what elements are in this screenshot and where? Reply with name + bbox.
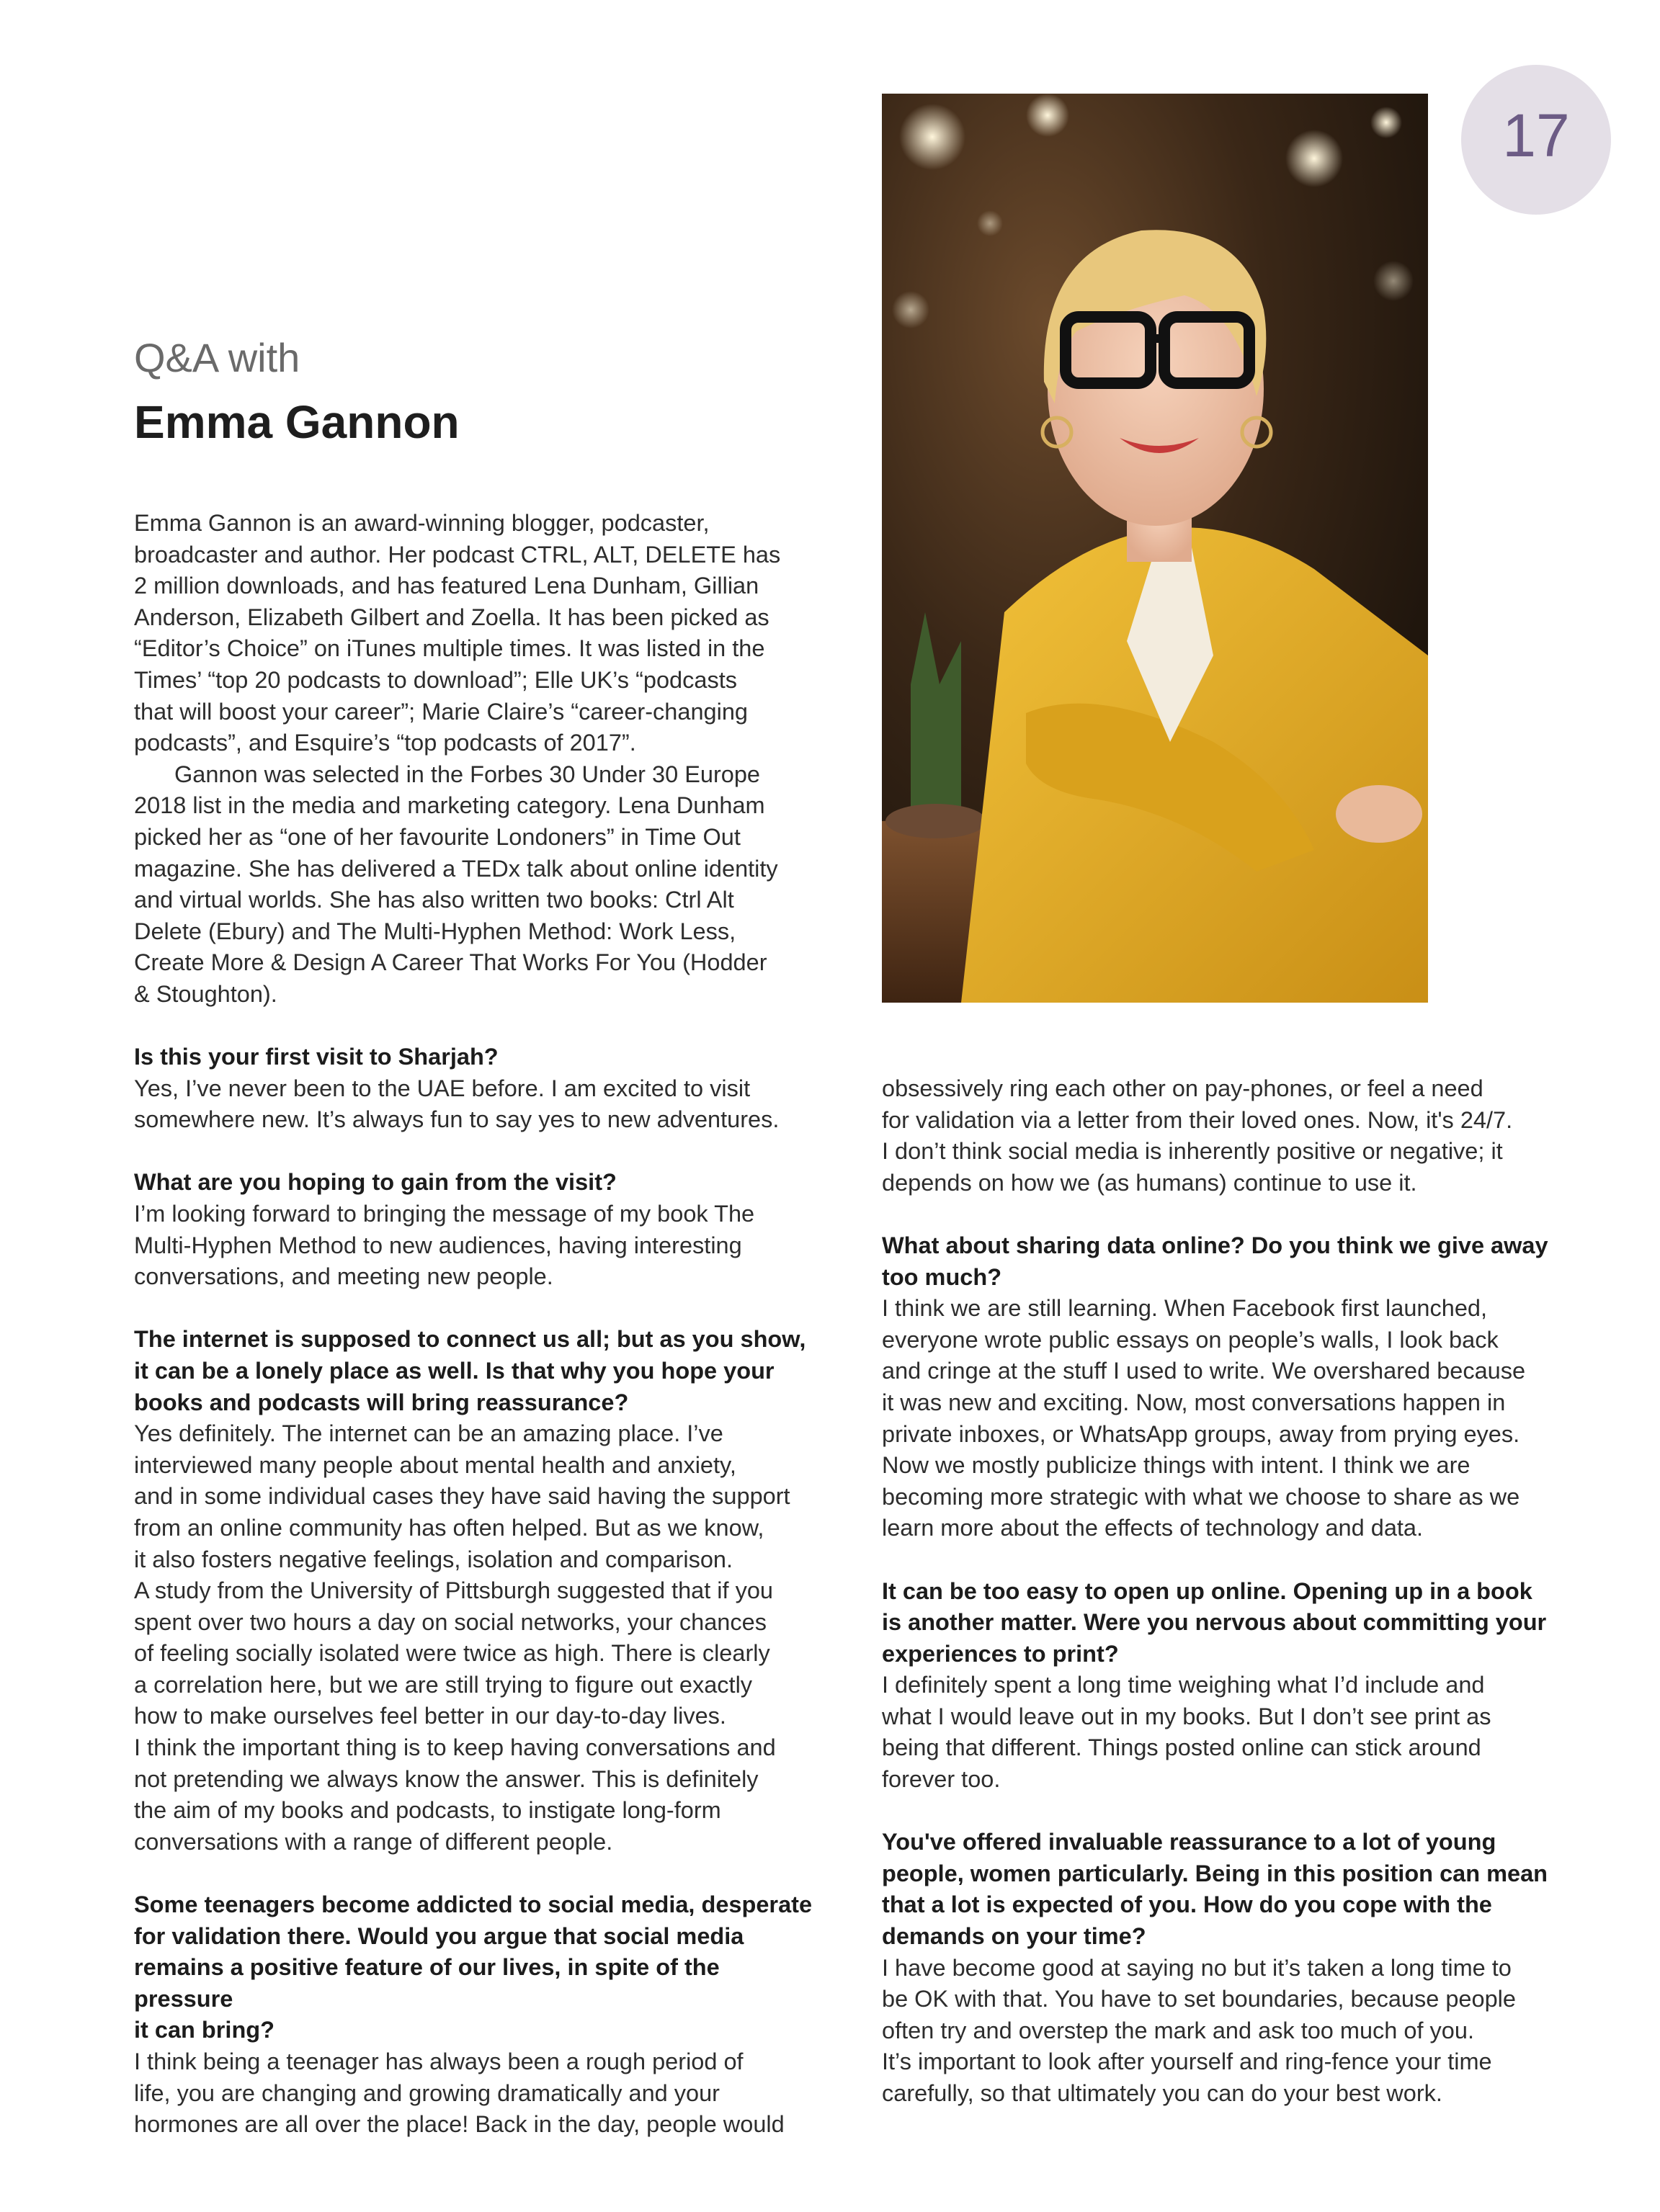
question-line: Is this your first visit to Sharjah?	[134, 1044, 499, 1070]
answer-line: I don’t think social media is inherently positive or negative; it	[882, 1138, 1503, 1165]
question-line: remains a positive feature of our lives, in spite of the pressure	[134, 1954, 720, 2012]
answer-line: the aim of my books and podcasts, to instigate long-form	[134, 1797, 721, 1824]
bio-section	[134, 508, 818, 1011]
question	[134, 1324, 818, 1418]
answer-line: of feeling socially isolated were twice as high. There is clearly	[134, 1640, 770, 1667]
question-line: You've offered invaluable reassurance to a lot of young	[882, 1829, 1496, 1855]
question-line: books and podcasts will bring reassurance?	[134, 1389, 629, 1415]
answer	[134, 1418, 818, 1858]
answer	[134, 1199, 818, 1293]
bio-line: Times’ “top 20 podcasts to download”; Elle UK’s “podcasts	[134, 666, 737, 693]
bio-line: magazine. She has delivered a TEDx talk about online identity	[134, 855, 778, 882]
question	[882, 1230, 1574, 1293]
answer-line: for validation via a letter from their loved ones. Now, it's 24/7.	[882, 1106, 1513, 1133]
answer-line: not pretending we always know the answer. This is definitely	[134, 1765, 759, 1792]
bio-line: Delete (Ebury) and The Multi-Hyphen Method: Work Less,	[134, 918, 736, 944]
question-line: The internet is supposed to connect us all; but as you show,	[134, 1326, 806, 1353]
answer	[134, 1073, 818, 1136]
answer-line: hormones are all over the place! Back in the day, people would	[134, 2111, 785, 2138]
qa-column-right	[882, 1073, 1574, 2110]
answer-line: I definitely spent a long time weighing what I’d include and	[882, 1672, 1485, 1698]
answer	[882, 1953, 1574, 2110]
answer-line: depends on how we (as humans) continue to use it.	[882, 1169, 1417, 1196]
question-line: that a lot is expected of you. How do you cope with the	[882, 1891, 1492, 1918]
bio-line: Emma Gannon is an award-winning blogger, podcaster,	[134, 510, 710, 536]
answer-line: spent over two hours a day on social networks, your chances	[134, 1608, 767, 1635]
answer-line: conversations with a range of different people.	[134, 1828, 613, 1855]
bio-line: Anderson, Elizabeth Gilbert and Zoella. It has been picked as	[134, 604, 769, 630]
answer-line: interviewed many people about mental health and anxiety,	[134, 1451, 736, 1478]
answer-line: from an online community has often helped. But as we know,	[134, 1514, 764, 1541]
answer-line: a correlation here, but we are still trying to figure out exactly	[134, 1671, 753, 1698]
question	[134, 1889, 818, 2046]
question	[882, 1576, 1574, 1670]
answer-line: A study from the University of Pittsburgh suggested that if you	[134, 1577, 773, 1604]
answer-line: often try and overstep the mark and ask too much of you.	[882, 2017, 1474, 2043]
portrait-illustration	[882, 94, 1428, 1003]
answer-line: private inboxes, or WhatsApp groups, away from prying eyes.	[882, 1420, 1520, 1447]
question-line: What about sharing data online? Do you think we give away	[882, 1232, 1548, 1258]
answer-line: and cringe at the stuff I used to write. We overshared because	[882, 1358, 1526, 1384]
bio-paragraph-2	[134, 759, 818, 1011]
bio-line: Create More & Design A Career That Works For You (Hodder	[134, 949, 767, 976]
answer-line: life, you are changing and growing dramatically and your	[134, 2079, 720, 2106]
answer	[134, 2046, 818, 2141]
question	[134, 1042, 818, 1073]
question-line: people, women particularly. Being in this position can mean	[882, 1860, 1548, 1886]
question	[134, 1167, 818, 1199]
question-line: it can bring?	[134, 2017, 275, 2043]
page-number: 17	[1502, 102, 1570, 169]
portrait-photo	[882, 94, 1428, 1003]
page-number-badge	[1461, 65, 1611, 215]
answer-line: I think the important thing is to keep having conversations and	[134, 1734, 776, 1761]
answer	[882, 1670, 1574, 1795]
answer-line: conversations, and meeting new people.	[134, 1263, 553, 1290]
bio-line: & Stoughton).	[134, 980, 277, 1007]
heading-name: Emma Gannon	[134, 396, 460, 448]
question-line: What are you hoping to gain from the visit?	[134, 1169, 617, 1196]
answer-line: Yes definitely. The internet can be an amazing place. I’ve	[134, 1420, 723, 1447]
bio-line: 2018 list in the media and marketing category. Lena Dunham	[134, 792, 765, 819]
question-line: demands on your time?	[882, 1923, 1146, 1950]
answer-line: obsessively ring each other on pay-phones, or feel a need	[882, 1075, 1483, 1101]
answer-line: Now we mostly publicize things with intent. I think we are	[882, 1452, 1471, 1479]
answer-line: everyone wrote public essays on people’s walls, I look back	[882, 1326, 1499, 1353]
question-line: experiences to print?	[882, 1640, 1119, 1667]
bio-line: Gannon was selected in the Forbes 30 Under 30 Europe	[174, 761, 761, 787]
bio-line: “Editor’s Choice” on iTunes multiple times. It was listed in the	[134, 635, 765, 662]
answer-line: what I would leave out in my books. But I don’t see print as	[882, 1703, 1491, 1729]
answer-line: it also fosters negative feelings, isolation and comparison.	[134, 1546, 733, 1572]
question-line: is another matter. Were you nervous about committing your	[882, 1609, 1547, 1636]
answer-line: I think being a teenager has always been a rough period of	[134, 2048, 744, 2074]
qa-column-left	[134, 1042, 818, 2141]
answer-line: I’m looking forward to bringing the message of my book The	[134, 1200, 755, 1227]
answer-line: I have become good at saying no but it’s taken a long time to	[882, 1954, 1512, 1981]
question-line: Some teenagers become addicted to social media, desperate	[134, 1891, 813, 1918]
answer-line: I think we are still learning. When Facebook first launched,	[882, 1295, 1488, 1322]
question-line: for validation there. Would you argue that social media	[134, 1922, 744, 1949]
answer-line: learn more about the effects of technology and data.	[882, 1515, 1424, 1541]
question-line: it can be a lonely place as well. Is that why you hope your	[134, 1357, 775, 1384]
answer-line: it was new and exciting. Now, most conversations happen in	[882, 1389, 1506, 1415]
answer-line: It’s important to look after yourself and ring-fence your time	[882, 2048, 1492, 2075]
answer-line: Multi-Hyphen Method to new audiences, having interesting	[134, 1232, 742, 1258]
bio-line: 2 million downloads, and has featured Lena Dunham, Gillian	[134, 573, 759, 599]
answer-line: forever too.	[882, 1766, 1001, 1793]
question-line: too much?	[882, 1263, 1002, 1290]
answer-line: carefully, so that ultimately you can do your best work.	[882, 2080, 1442, 2106]
bio-line: that will boost your career”; Marie Claire’s “career-changing	[134, 698, 748, 725]
bio-line: podcasts”, and Esquire’s “top podcasts of 2017”.	[134, 730, 636, 756]
answer-line: and in some individual cases they have said having the support	[134, 1483, 790, 1510]
question-line: It can be too easy to open up online. Opening up in a book	[882, 1577, 1532, 1604]
answer-line: somewhere new. It’s always fun to say yes to new adventures.	[134, 1106, 780, 1133]
bio-line: and virtual worlds. She has also written two books: Ctrl Alt	[134, 887, 734, 913]
answer-line: becoming more strategic with what we choose to share as we	[882, 1483, 1520, 1510]
bio-line: picked her as “one of her favourite Londoners” in Time Out	[134, 823, 741, 850]
heading-prefix: Q&A with	[134, 335, 300, 380]
answer-line: being that different. Things posted online can stick around	[882, 1734, 1481, 1761]
answer-line: Yes, I’ve never been to the UAE before. I am excited to visit	[134, 1075, 751, 1101]
bio-paragraph-1	[134, 508, 818, 759]
answer	[882, 1293, 1574, 1544]
answer-line: how to make ourselves feel better in our day-to-day lives.	[134, 1703, 726, 1729]
question	[882, 1827, 1574, 1952]
answer-line: be OK with that. You have to set boundaries, because people	[882, 1986, 1516, 2012]
bio-line: broadcaster and author. Her podcast CTRL, ALT, DELETE has	[134, 541, 781, 568]
answer	[882, 1073, 1574, 1199]
